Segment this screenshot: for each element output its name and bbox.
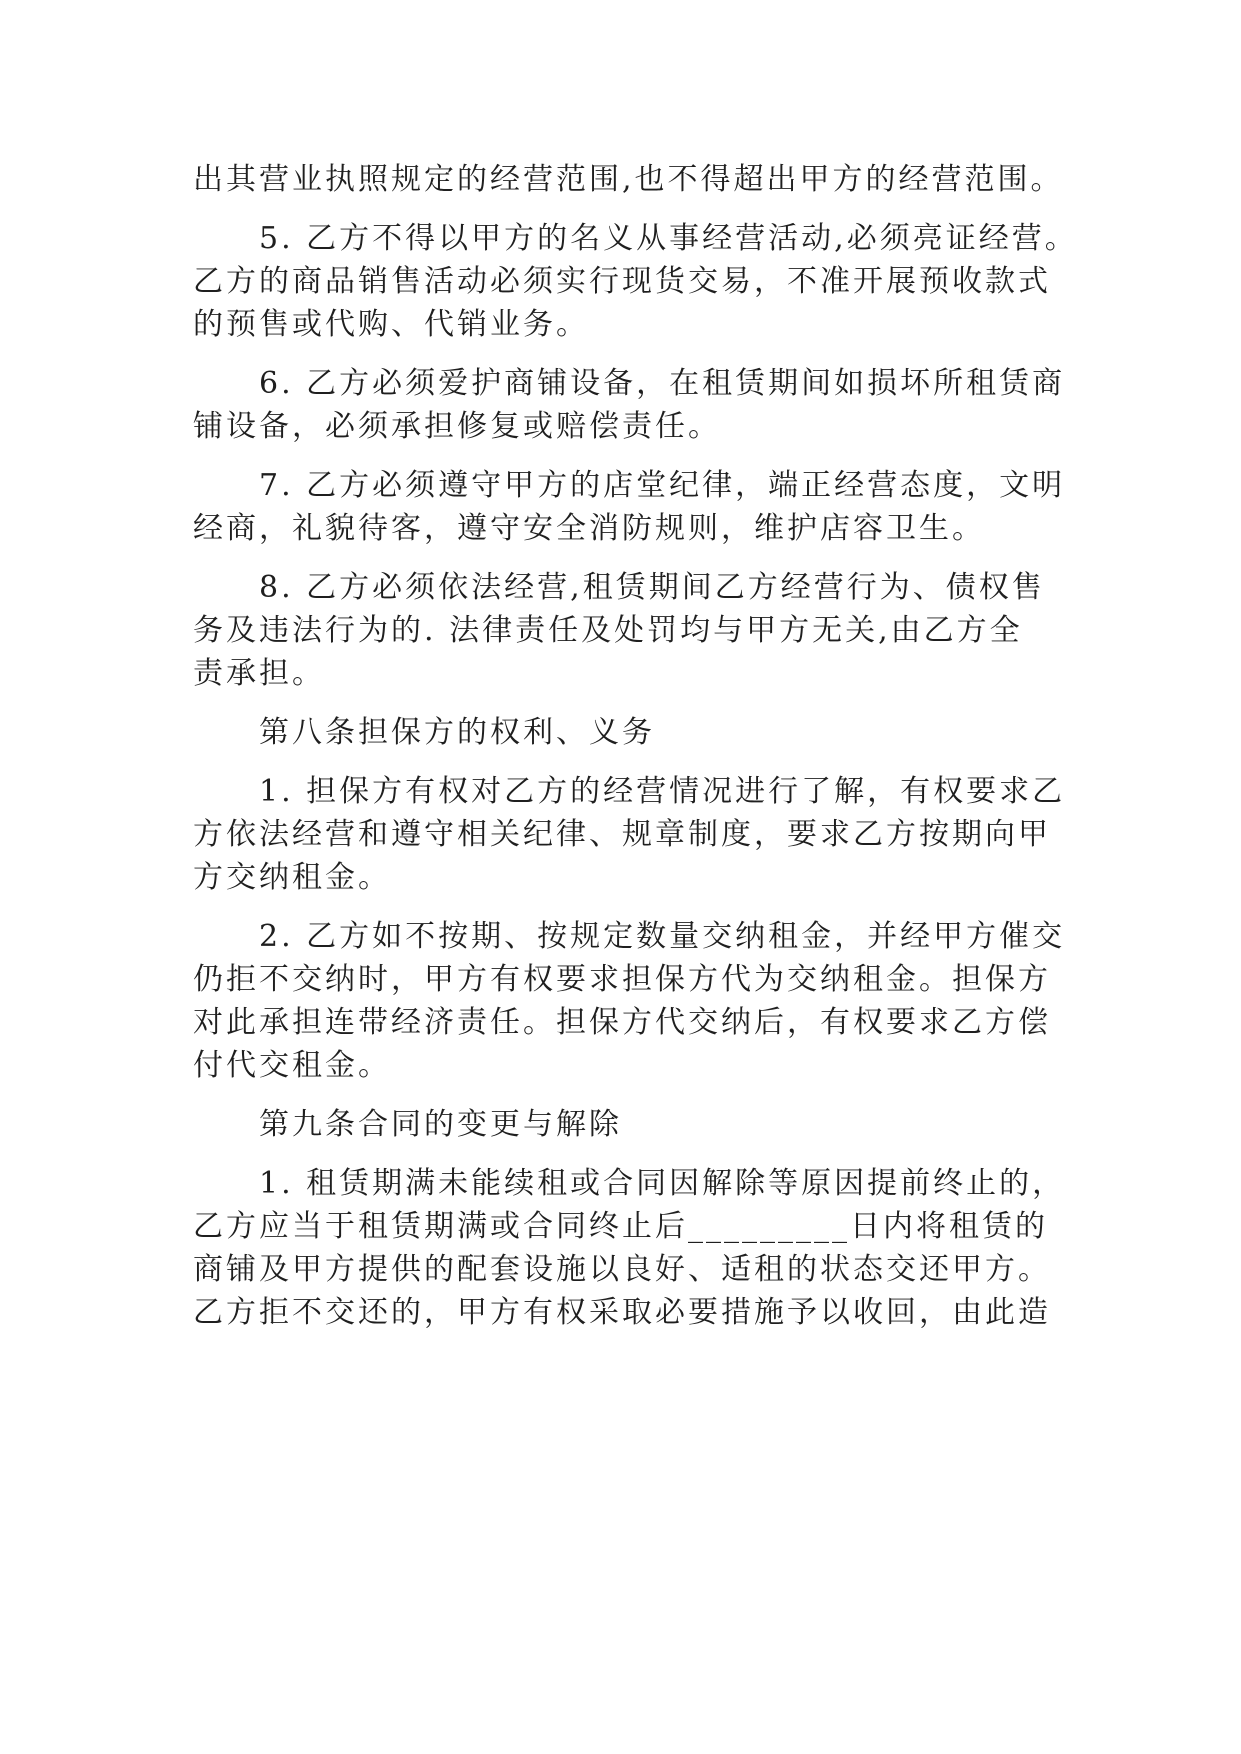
text-line: 乙方应当于租赁期满或合同终止后_________日内将租赁的	[193, 1209, 1048, 1244]
text-line: 1. 租赁期满未能续租或合同因解除等原因提前终止的，	[259, 1166, 1066, 1201]
section-heading: 第八条担保方的权利、义务	[259, 715, 655, 750]
text-line: 方依法经营和遵守相关纪律、规章制度，要求乙方按期向甲	[193, 817, 1051, 852]
text-line: 务及违法行为的. 法律责任及处罚均与甲方无关,由乙方全	[193, 613, 1023, 648]
text-line: 7. 乙方必须遵守甲方的店堂纪律，端正经营态度，文明	[259, 468, 1066, 503]
text-line: 2. 乙方如不按期、按规定数量交纳租金，并经甲方催交	[259, 919, 1066, 954]
text-line: 对此承担连带经济责任。担保方代交纳后，有权要求乙方偿	[193, 1005, 1051, 1040]
text-line: 方交纳租金。	[193, 860, 391, 895]
text-line: 乙方拒不交还的，甲方有权采取必要措施予以收回，由此造	[193, 1295, 1051, 1330]
text-line: 付代交租金。	[193, 1048, 391, 1083]
text-line: 铺设备，必须承担修复或赔偿责任。	[193, 409, 721, 444]
text-line: 6. 乙方必须爱护商铺设备，在租赁期间如损坏所租赁商	[259, 366, 1066, 401]
text-line: 商铺及甲方提供的配套设施以良好、适租的状态交还甲方。	[193, 1252, 1051, 1287]
text-line: 乙方的商品销售活动必须实行现货交易，不准开展预收款式	[193, 264, 1051, 299]
text-line: 8. 乙方必须依法经营,租赁期间乙方经营行为、债权售	[259, 570, 1045, 605]
text-line: 经商，礼貌待客，遵守安全消防规则，维护店容卫生。	[193, 511, 985, 546]
text-line: 出其营业执照规定的经营范围,也不得超出甲方的经营范围。	[193, 162, 1064, 197]
section-heading: 第九条合同的变更与解除	[259, 1107, 622, 1142]
document-body	[193, 158, 1093, 1334]
text-line: 的预售或代购、代销业务。	[193, 307, 589, 342]
text-line: 仍拒不交纳时，甲方有权要求担保方代为交纳租金。担保方	[193, 962, 1051, 997]
text-line: 责承担。	[193, 656, 325, 691]
text-line: 1. 担保方有权对乙方的经营情况进行了解，有权要求乙	[259, 774, 1066, 809]
text-line: 5. 乙方不得以甲方的名义从事经营活动,必须亮证经营。	[259, 221, 1078, 256]
